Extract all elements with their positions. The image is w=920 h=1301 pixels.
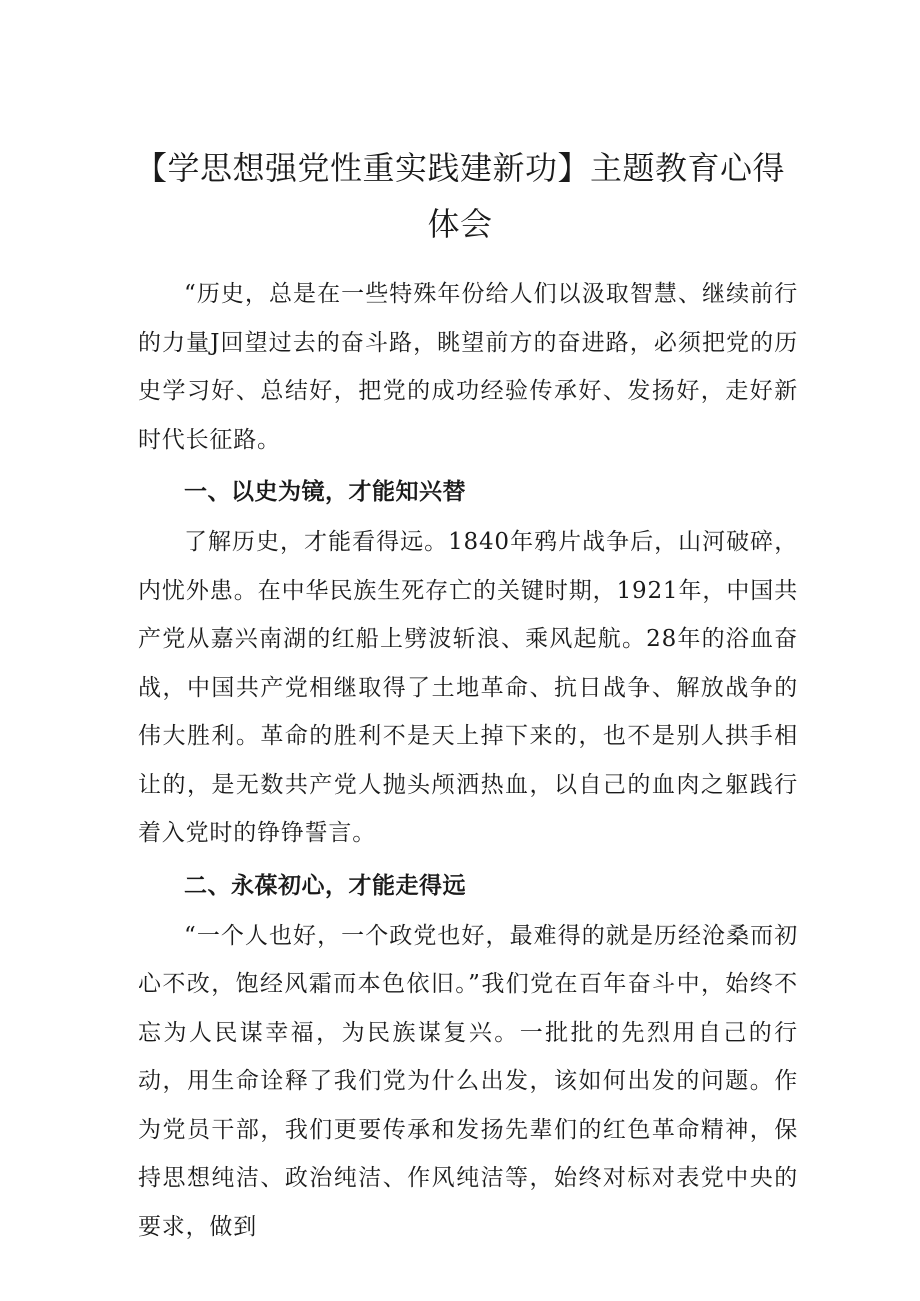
intro-paragraph: “历史，总是在一些特殊年份给人们以汲取智慧、继续前行的力量J回望过去的奋斗路，眺望前方的奋进路，必须把党的历史学习好、总结好，把党的成功经验传承好、发扬好，走好新时代长征路。 [138,281,798,453]
section-1-paragraph: 了解历史，才能看得远。1840年鸦片战争后，山河破碎，内忧外患。在中华民族生死存亡的关键时期，1921年，中国共产党从嘉兴南湖的红船上劈波斩浪、乘风起航。28年的浴血奋战，中国共产党相继取得了土地革命、抗日战争、解放战争的伟大胜利。革命的胜利不是天上掉下来的，也不是别人拱手相让的，是无数共产党人抛头颅洒热血，以自己的血肉之躯践行着入党时的铮铮誓言。 [138,529,798,846]
title-line-2: 体会 [427,205,493,243]
section-heading-2: 二、永葆初心，才能走得远 [184,872,466,899]
document-body [138,270,798,1251]
title-line-1: 【学思想强党性重实践建新功】主题教育心得 [134,149,785,187]
document-title [110,140,810,252]
section-2-paragraph: “一个人也好，一个政党也好，最难得的就是历经沧桑而初心不改，饱经风霜而本色依旧。”我们党在百年奋斗中，始终不忘为人民谋幸福，为民族谋复兴。一批批的先烈用自己的行动，用生命诠释了我们党为什么出发，该如何出发的问题。作为党员干部，我们更要传承和发扬先辈们的红色革命精神，保持思想纯洁、政治纯洁、作风纯洁等，始终对标对表党中央的要求，做到 [138,922,798,1240]
section-heading-1: 一、以史为镜，才能知兴替 [184,479,466,505]
